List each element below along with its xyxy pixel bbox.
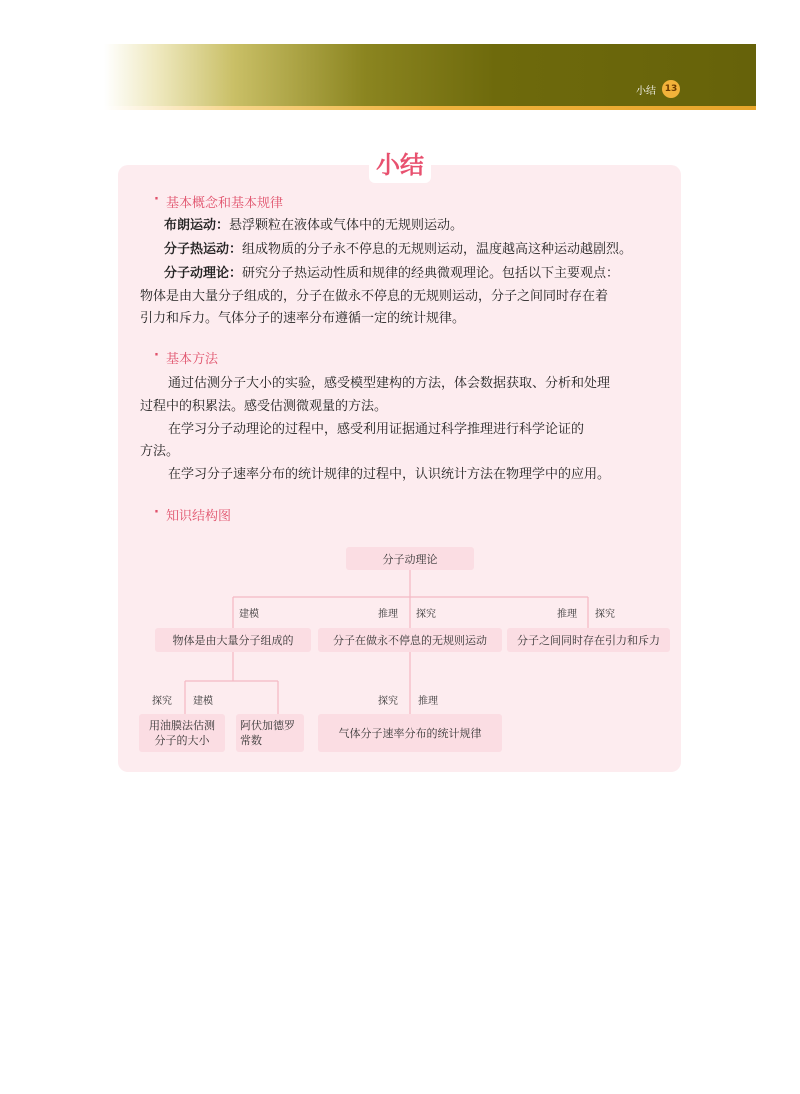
- node-avogadro-line1: 阿伏加德罗: [240, 719, 295, 732]
- edge-label-b-right: 探究: [416, 609, 436, 620]
- term-thermal: 分子热运动：: [164, 242, 243, 257]
- header-section-label: 小结: [636, 86, 656, 97]
- methods-p1-line1: 通过估测分子大小的实验，感受模型建构的方法，体会数据获取、分析和处理: [168, 376, 611, 391]
- edge-label-e: 建模: [193, 696, 213, 707]
- methods-p2-line2: 方法。: [140, 444, 180, 459]
- term-theory: 分子动理论：: [164, 266, 243, 281]
- node-oil-film-line2: 分子的大小: [154, 734, 210, 747]
- node-avogadro-constant: [236, 714, 304, 752]
- methods-p1-line2: 过程中的积累法。感受估测微观量的方法。: [140, 399, 388, 414]
- text-theory-2: 物体是由大量分子组成的，分子在做永不停息的无规则运动，分子之间同时存在着: [140, 289, 609, 304]
- node-attraction-repulsion: 分子之间同时存在引力和斥力: [507, 628, 670, 652]
- edge-label-a: 建模: [239, 609, 259, 620]
- node-speed-distribution: 气体分子速率分布的统计规律: [318, 714, 502, 752]
- methods-p3-line1: 在学习分子速率分布的统计规律的过程中，认识统计方法在物理学中的应用。: [168, 467, 611, 482]
- section-heading-structure: · 知识结构图: [166, 505, 231, 524]
- edge-label-f-right: 推理: [418, 696, 438, 707]
- edge-label-f-left: 探究: [378, 696, 398, 707]
- node-oil-film-line1: 用油膜法估测: [149, 719, 215, 732]
- edge-label-c-left: 推理: [557, 609, 577, 620]
- node-oil-film-method: [139, 714, 225, 752]
- section-heading-concepts: · 基本概念和基本规律: [166, 192, 283, 211]
- edge-label-d: 探究: [152, 696, 172, 707]
- methods-p2-line1: 在学习分子动理论的过程中，感受利用证据通过科学推理进行科学论证的: [168, 422, 585, 437]
- text-theory-3: 引力和斥力。气体分子的速率分布遵循一定的统计规律。: [140, 311, 466, 326]
- edge-label-b-left: 推理: [378, 609, 398, 620]
- page-title: 小结: [376, 151, 424, 179]
- text-thermal: 组成物质的分子永不停息的无规则运动，温度越高这种运动越剧烈。: [242, 242, 633, 257]
- term-brownian: 布朗运动：: [164, 218, 230, 233]
- node-avogadro-line2: 常数: [240, 734, 262, 747]
- node-random-motion: 分子在做永不停息的无规则运动: [318, 628, 502, 652]
- page-number-badge: 13: [662, 80, 680, 98]
- node-root: 分子动理论: [346, 547, 474, 570]
- text-brownian: 悬浮颗粒在液体或气体中的无规则运动。: [229, 218, 464, 233]
- edge-label-c-right: 探究: [595, 609, 615, 620]
- node-composed-of-molecules: 物体是由大量分子组成的: [155, 628, 311, 652]
- section-heading-methods: · 基本方法: [166, 348, 218, 367]
- text-theory-1: 研究分子热运动性质和规律的经典微观理论。包括以下主要观点：: [242, 266, 620, 281]
